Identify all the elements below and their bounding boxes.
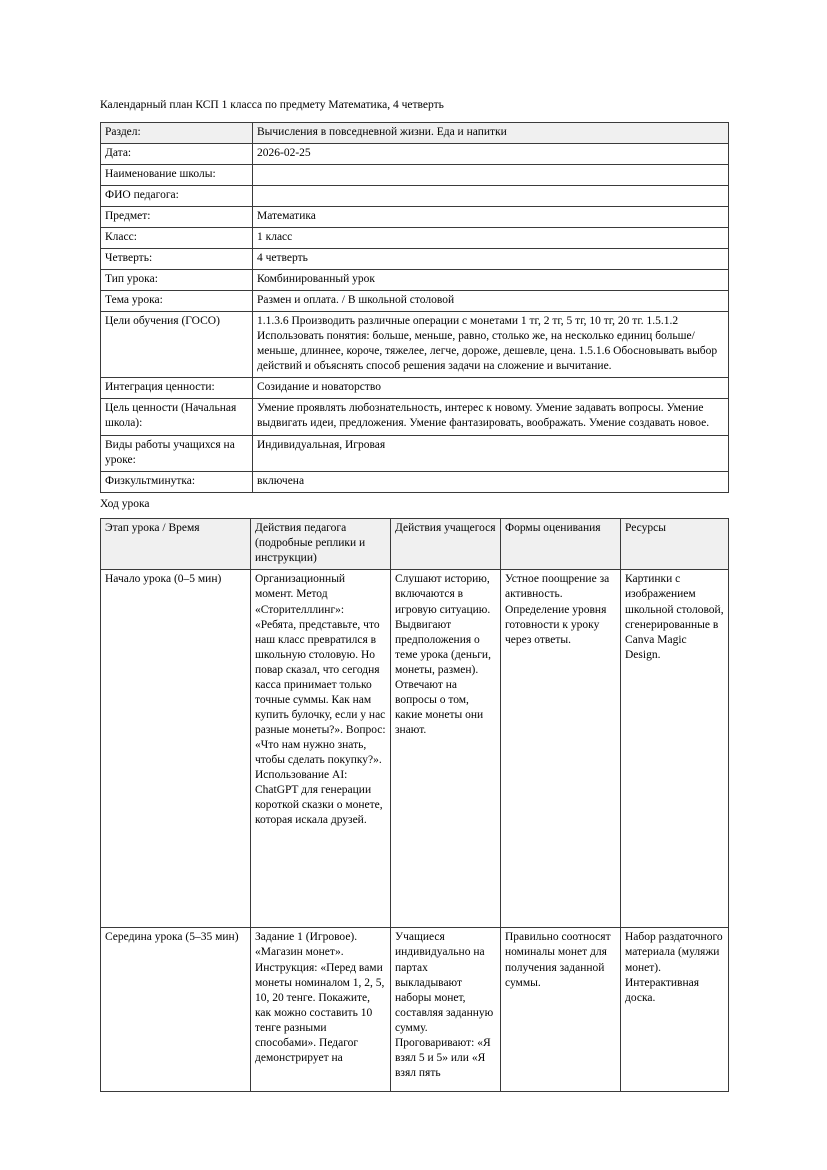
table-row (101, 227, 729, 248)
info-value (253, 185, 729, 206)
page-content (100, 98, 728, 1092)
lesson-info-table (100, 122, 729, 493)
info-label: Цели обучения (ГОСО) (101, 312, 253, 378)
info-value: Комбинированный урок (253, 269, 729, 290)
lesson-flow-table (100, 518, 729, 1092)
info-value: 2026-02-25 (253, 143, 729, 164)
table-row (101, 269, 729, 290)
info-label: Интеграция ценности: (101, 378, 253, 399)
cell-assessment: Правильно соотносят номиналы монет для получения заданной суммы. (501, 928, 621, 1092)
cell-teacher-actions: Организационный момент. Метод «Сторителллинг»: «Ребята, представьте, что наш класс превратился в школьную столовую. Но повар сказал, что сегодня касса принимает только точные суммы. Как нам купить булочку, если у нас разные монеты?». Вопрос: «Что нам нужно знать, чтобы сделать покупку?». Использование AI: ChatGPT для генерации короткой сказки о монете, которая искала друзей. (251, 570, 391, 928)
cell-stage: Начало урока (0–5 мин) (101, 570, 251, 928)
table-row (101, 435, 729, 471)
info-value: Умение проявлять любознательность, интерес к новому. Умение задавать вопросы. Умение выдвигать идеи, предложения. Умение фантазировать, воображать. Умение создавать новое. (253, 399, 729, 435)
info-label: Дата: (101, 143, 253, 164)
table-row (101, 164, 729, 185)
flow-heading: Ход урока (100, 497, 150, 510)
table-row (101, 312, 729, 378)
info-value: Размен и оплата. / В школьной столовой (253, 291, 729, 312)
column-header-teacher-actions: Действия педагога (подробные реплики и инструкции) (251, 519, 391, 570)
info-value (253, 164, 729, 185)
cell-resources: Картинки с изображением школьной столовой, сгенерированные в Canva Magic Design. (621, 570, 729, 928)
info-value: 1.1.3.6 Производить различные операции с монетами 1 тг, 2 тг, 5 тг, 10 тг, 20 тг. 1.5.1.2 Использовать понятия: больше, меньше, равно, столько же, на несколько единиц больше/меньше, длиннее, короче, тяжелее, легче, дороже, дешевле, цена. 1.5.1.6 Обосновывать выбор действий и объяснять способ решения задачи на сложение и вычитание. (253, 312, 729, 378)
info-label: Предмет: (101, 206, 253, 227)
table-row (101, 248, 729, 269)
cell-student-actions: Слушают историю, включаются в игровую ситуацию. Выдвигают предположения о теме урока (деньги, монеты, размен). Отвечают на вопросы о том, какие монеты они знают. (391, 570, 501, 928)
column-header-assessment: Формы оценивания (501, 519, 621, 570)
info-label: Тип урока: (101, 269, 253, 290)
lesson-info-body (101, 122, 729, 492)
info-label: ФИО педагога: (101, 185, 253, 206)
table-header-row (101, 519, 729, 570)
table-row (101, 143, 729, 164)
table-row (101, 570, 729, 928)
info-value: 1 класс (253, 227, 729, 248)
table-row (101, 122, 729, 143)
info-value: Математика (253, 206, 729, 227)
table-row (101, 471, 729, 492)
column-header-stage: Этап урока / Время (101, 519, 251, 570)
cell-stage: Середина урока (5–35 мин) (101, 928, 251, 1092)
page-title: Календарный план КСП 1 класса по предмету Математика, 4 четверть (100, 99, 444, 111)
info-label: Физкультминутка: (101, 471, 253, 492)
table-row (101, 291, 729, 312)
table-row (101, 206, 729, 227)
info-value: Вычисления в повседневной жизни. Еда и напитки (253, 122, 729, 143)
info-value: 4 четверть (253, 248, 729, 269)
table-row (101, 185, 729, 206)
info-label: Виды работы учащихся на уроке: (101, 435, 253, 471)
table-row (101, 399, 729, 435)
info-label: Тема урока: (101, 291, 253, 312)
column-header-student-actions: Действия учащегося (391, 519, 501, 570)
info-label: Раздел: (101, 122, 253, 143)
column-header-resources: Ресурсы (621, 519, 729, 570)
info-label: Класс: (101, 227, 253, 248)
cell-resources: Набор раздаточного материала (муляжи монет). Интерактивная доска. (621, 928, 729, 1092)
table-row (101, 378, 729, 399)
info-label: Цель ценности (Начальная школа): (101, 399, 253, 435)
info-value: включена (253, 471, 729, 492)
table-row (101, 928, 729, 1092)
info-value: Индивидуальная, Игровая (253, 435, 729, 471)
cell-teacher-actions: Задание 1 (Игровое). «Магазин монет». Инструкция: «Перед вами монеты номиналом 1, 2, 5, 10, 20 тенге. Покажите, как можно составить 10 тенге разными способами». Педагог демонстрирует на (251, 928, 391, 1092)
lesson-flow-body (101, 570, 729, 1092)
cell-assessment: Устное поощрение за активность. Определение уровня готовности к уроку через ответы. (501, 570, 621, 928)
lesson-flow-header (101, 519, 729, 570)
info-label: Наименование школы: (101, 164, 253, 185)
info-label: Четверть: (101, 248, 253, 269)
cell-student-actions: Учащиеся индивидуально на партах выкладывают наборы монет, составляя заданную сумму. Проговаривают: «Я взял 5 и 5» или «Я взял пять (391, 928, 501, 1092)
info-value: Созидание и новаторство (253, 378, 729, 399)
